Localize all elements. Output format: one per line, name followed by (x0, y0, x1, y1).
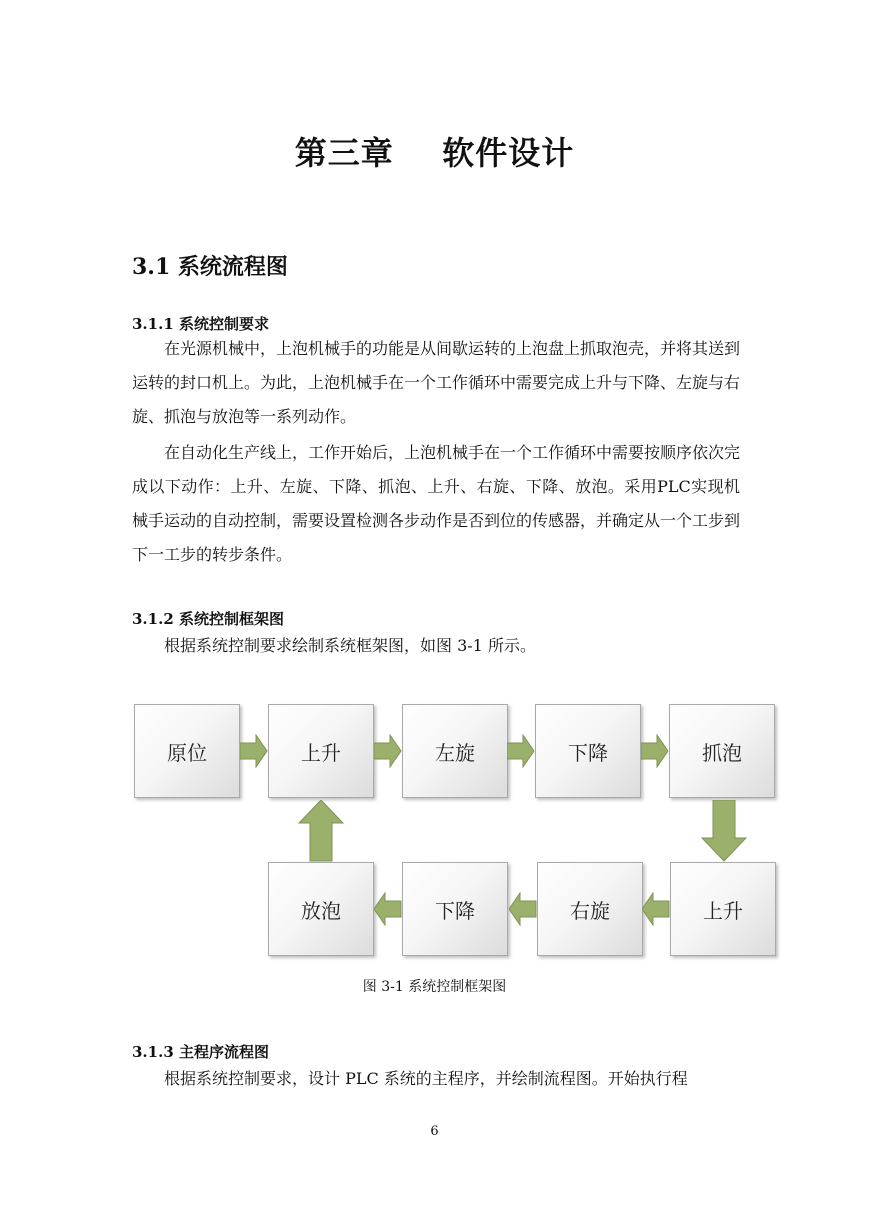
arrow-up-icon (298, 800, 344, 862)
page-number: 6 (430, 1124, 439, 1139)
step-box-rotate-right: 右旋 (537, 862, 643, 956)
step-box-rotate-left: 左旋 (402, 704, 508, 798)
arrow-down-icon (701, 800, 747, 862)
paragraph-control-requirements-2: 在自动化生产线上，工作开始后，上泡机械手在一个工作循环中需要按顺序依次完成以下动作：上升、左旋、下降、抓泡、上升、右旋、下降、放泡。采用PLC实现机械手运动的自动控制，需要设置检测各步动作是否到位的传感器，并确定从一个工步到下一工步的转步条件。 (132, 443, 741, 564)
arrow-right-icon (641, 734, 669, 768)
arrow-right-icon (374, 734, 402, 768)
step-box-home: 原位 (134, 704, 240, 798)
section-heading-3-1-2: 3.1.2 系统控制框架图 (132, 610, 284, 628)
arrow-right-icon (507, 734, 535, 768)
step-box-lower-1: 下降 (535, 704, 641, 798)
paragraph-control-requirements-1: 在光源机械中，上泡机械手的功能是从间歇运转的上泡盘上抓取泡壳，并将其送到运转的封口机上。为此，上泡机械手在一个工作循环中需要完成上升与下降、左旋与右旋、抓泡与放泡等一系列动作。 (132, 339, 741, 426)
section-heading-3-1-3: 3.1.3 主程序流程图 (132, 1043, 269, 1061)
arrow-left-icon (642, 892, 670, 926)
arrow-left-icon (374, 892, 402, 926)
step-box-rise-1: 上升 (268, 704, 374, 798)
figure-caption: 图 3-1 系统控制框架图 (362, 979, 507, 995)
paragraph-main-program: 根据系统控制要求，设计 PLC 系统的主程序，并绘制流程图。开始执行程 (164, 1069, 688, 1088)
section-heading-3-1-1: 3.1.1 系统控制要求 (132, 315, 269, 333)
step-box-release: 放泡 (268, 862, 374, 956)
arrow-right-icon (240, 734, 268, 768)
section-heading-3-1: 3.1 系统流程图 (132, 254, 288, 280)
paragraph-framework-intro: 根据系统控制要求绘制系统框架图，如图 3-1 所示。 (164, 636, 536, 655)
step-box-lower-2: 下降 (402, 862, 508, 956)
chapter-title: 第三章 软件设计 (294, 134, 575, 172)
step-box-grab: 抓泡 (669, 704, 775, 798)
arrow-left-icon (509, 892, 537, 926)
step-box-rise-2: 上升 (670, 862, 776, 956)
